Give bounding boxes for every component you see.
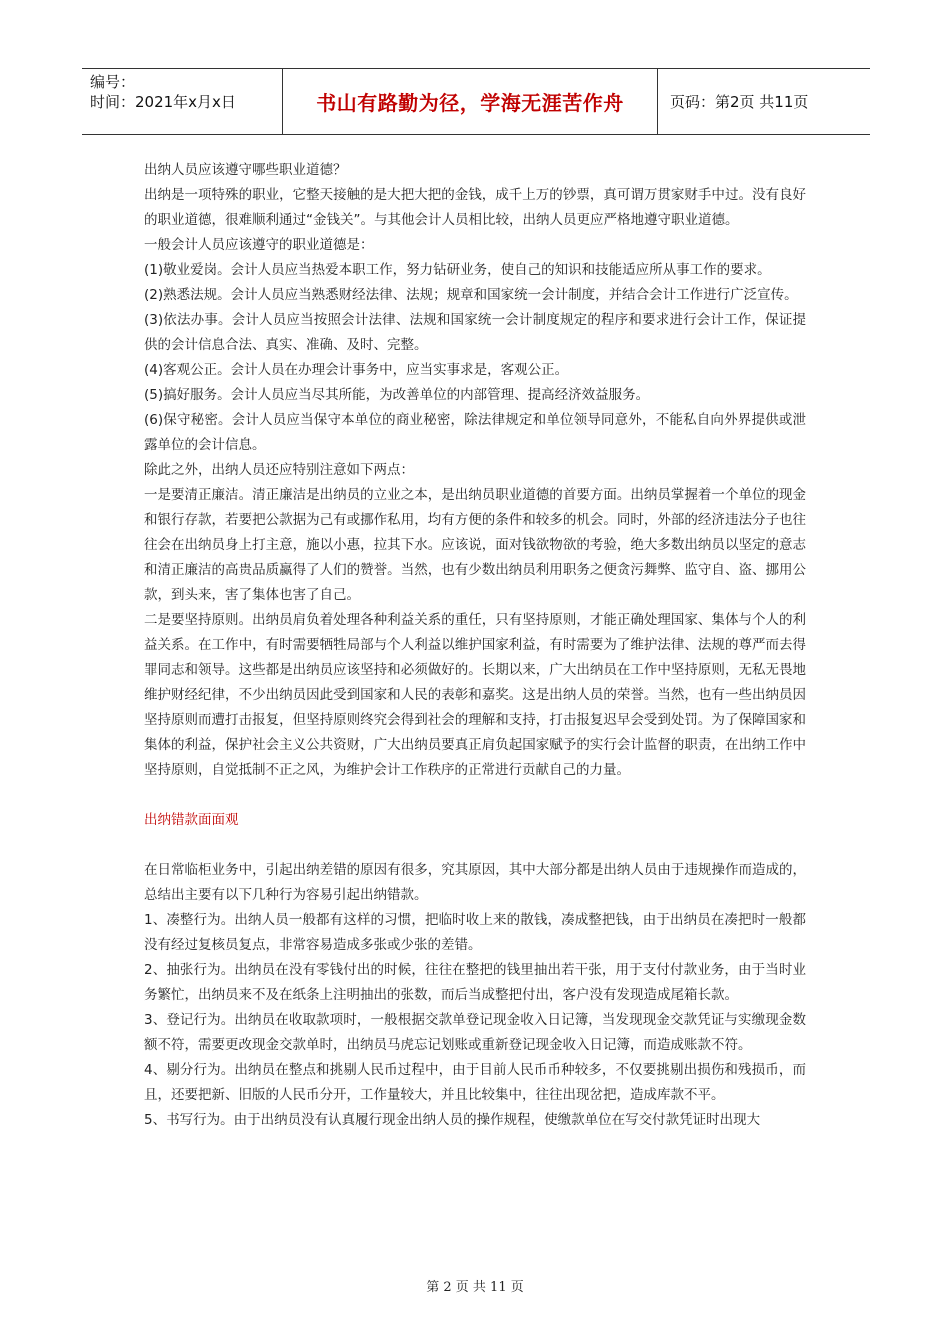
body-paragraph: 一是要清正廉洁。清正廉洁是出纳员的立业之本，是出纳员职业道德的首要方面。出纳员掌握着一个单位的现金和银行存款，若要把公款据为己有或挪作私用，均有方便的条件和较多的机会。同时，外部的经济违法分子也往往会在出纳员身上打主意，施以小惠，拉其下水。应该说，面对钱欲物欲的考验，绝大多数出纳员以坚定的意志和清正廉洁的高贵品质赢得了人们的赞誉。当然，也有少数出纳员利用职务之便贪污舞弊、监守自、盗、挪用公款，到头来，害了集体也害了自己。 [144,487,806,603]
header-left-cell [82,69,282,134]
document-body [144,158,806,1133]
list-item: 5、书写行为。由于出纳员没有认真履行现金出纳人员的操作规程，使缴款单位在写交付款凭证时出现大 [144,1112,761,1128]
list-item: 2、抽张行为。出纳员在没有零钱付出的时候，往往在整把的钱里抽出若干张，用于支付付款业务，由于当时业务繁忙，出纳员来不及在纸条上注明抽出的张数，而后当成整把付出，客户没有发现造成尾箱长款。 [144,962,806,1003]
question-heading: 出纳人员应该遵守哪些职业道德？ [144,162,347,178]
list-item: (5)搞好服务。会计人员应当尽其所能，为改善单位的内部管理、提高经济效益服务。 [144,387,650,403]
body-paragraph: 一般会计人员应该遵守的职业道德是： [144,237,374,253]
page-header [82,68,870,135]
list-item: (2)熟悉法规。会计人员应当熟悉财经法律、法规；规章和国家统一会计制度，并结合会计工作进行广泛宣传。 [144,287,798,303]
list-item: 1、凑整行为。出纳人员一般都有这样的习惯，把临时收上来的散钱，凑成整把钱，由于出纳员在凑把时一般都没有经过复核员复点，非常容易造成多张或少张的差错。 [144,912,806,953]
list-item: 4、剔分行为。出纳员在整点和挑剔人民币过程中，由于目前人民币币种较多，不仅要挑剔出损伤和残损币，而且，还要把新、旧版的人民币分开，工作量较大，并且比较集中，往往出现岔把，造成库款不平。 [144,1062,806,1103]
header-motto: 书山有路勤为径，学海无涯苦作舟 [282,69,658,134]
list-item: (3)依法办事。会计人员应当按照会计法律、法规和国家统一会计制度规定的程序和要求进行会计工作，保证提供的会计信息合法、真实、准确、及时、完整。 [144,312,806,353]
list-item: 3、登记行为。出纳员在收取款项时，一般根据交款单登记现金收入日记簿，当发现现金交款凭证与实缴现金数额不符，需要更改现金交款单时，出纳员马虎忘记划账或重新登记现金收入日记簿，而造成账款不符。 [144,1012,806,1053]
list-item: (1)敬业爱岗。会计人员应当热爱本职工作，努力钻研业务，使自己的知识和技能适应所从事工作的要求。 [144,262,771,278]
code-label: 编号： [90,73,136,91]
date-label: 时间：2021年x月x日 [90,93,236,111]
body-paragraph: 二是要坚持原则。出纳员肩负着处理各种利益关系的重任，只有坚持原则，才能正确处理国家、集体与个人的利益关系。在工作中，有时需要牺牲局部与个人利益以维护国家利益，有时需要为了维护法律、法规的尊严而去得罪同志和领导。这些都是出纳员应该坚持和必须做好的。长期以来，广大出纳员在工作中坚持原则，无私无畏地维护财经纪律，不少出纳员因此受到国家和人民的表彰和嘉奖。这是出纳人员的荣誉。当然，也有一些出纳员因坚持原则而遭打击报复，但坚持原则终究会得到社会的理解和支持，打击报复迟早会受到处罚。为了保障国家和集体的利益，保护社会主义公共资财，广大出纳员要真正肩负起国家赋予的实行会计监督的职责，在出纳工作中坚持原则，自觉抵制不正之风，为维护会计工作秩序的正常进行贡献自己的力量。 [144,612,806,778]
body-paragraph: 除此之外，出纳人员还应特别注意如下两点： [144,462,414,478]
section-title: 出纳错款面面观 [144,812,239,828]
list-item: (6)保守秘密。会计人员应当保守本单位的商业秘密，除法律规定和单位领导同意外，不能私自向外界提供或泄露单位的会计信息。 [144,412,806,453]
body-paragraph: 在日常临柜业务中，引起出纳差错的原因有很多，究其原因，其中大部分都是出纳人员由于违规操作而造成的，总结出主要有以下几种行为容易引起出纳错款。 [144,862,806,903]
list-item: (4)客观公正。会计人员在办理会计事务中，应当实事求是，客观公正。 [144,362,569,378]
body-paragraph: 出纳是一项特殊的职业，它整天接触的是大把大把的金钱，成千上万的钞票，真可谓万贯家财手中过。没有良好的职业道德，很难顺利通过“金钱关”。与其他会计人员相比较，出纳人员更应严格地遵守职业道德。 [144,187,806,228]
page-footer: 第 2 页 共 11 页 [426,1280,524,1295]
header-page-info: 页码：第2页 共11页 [670,93,809,111]
